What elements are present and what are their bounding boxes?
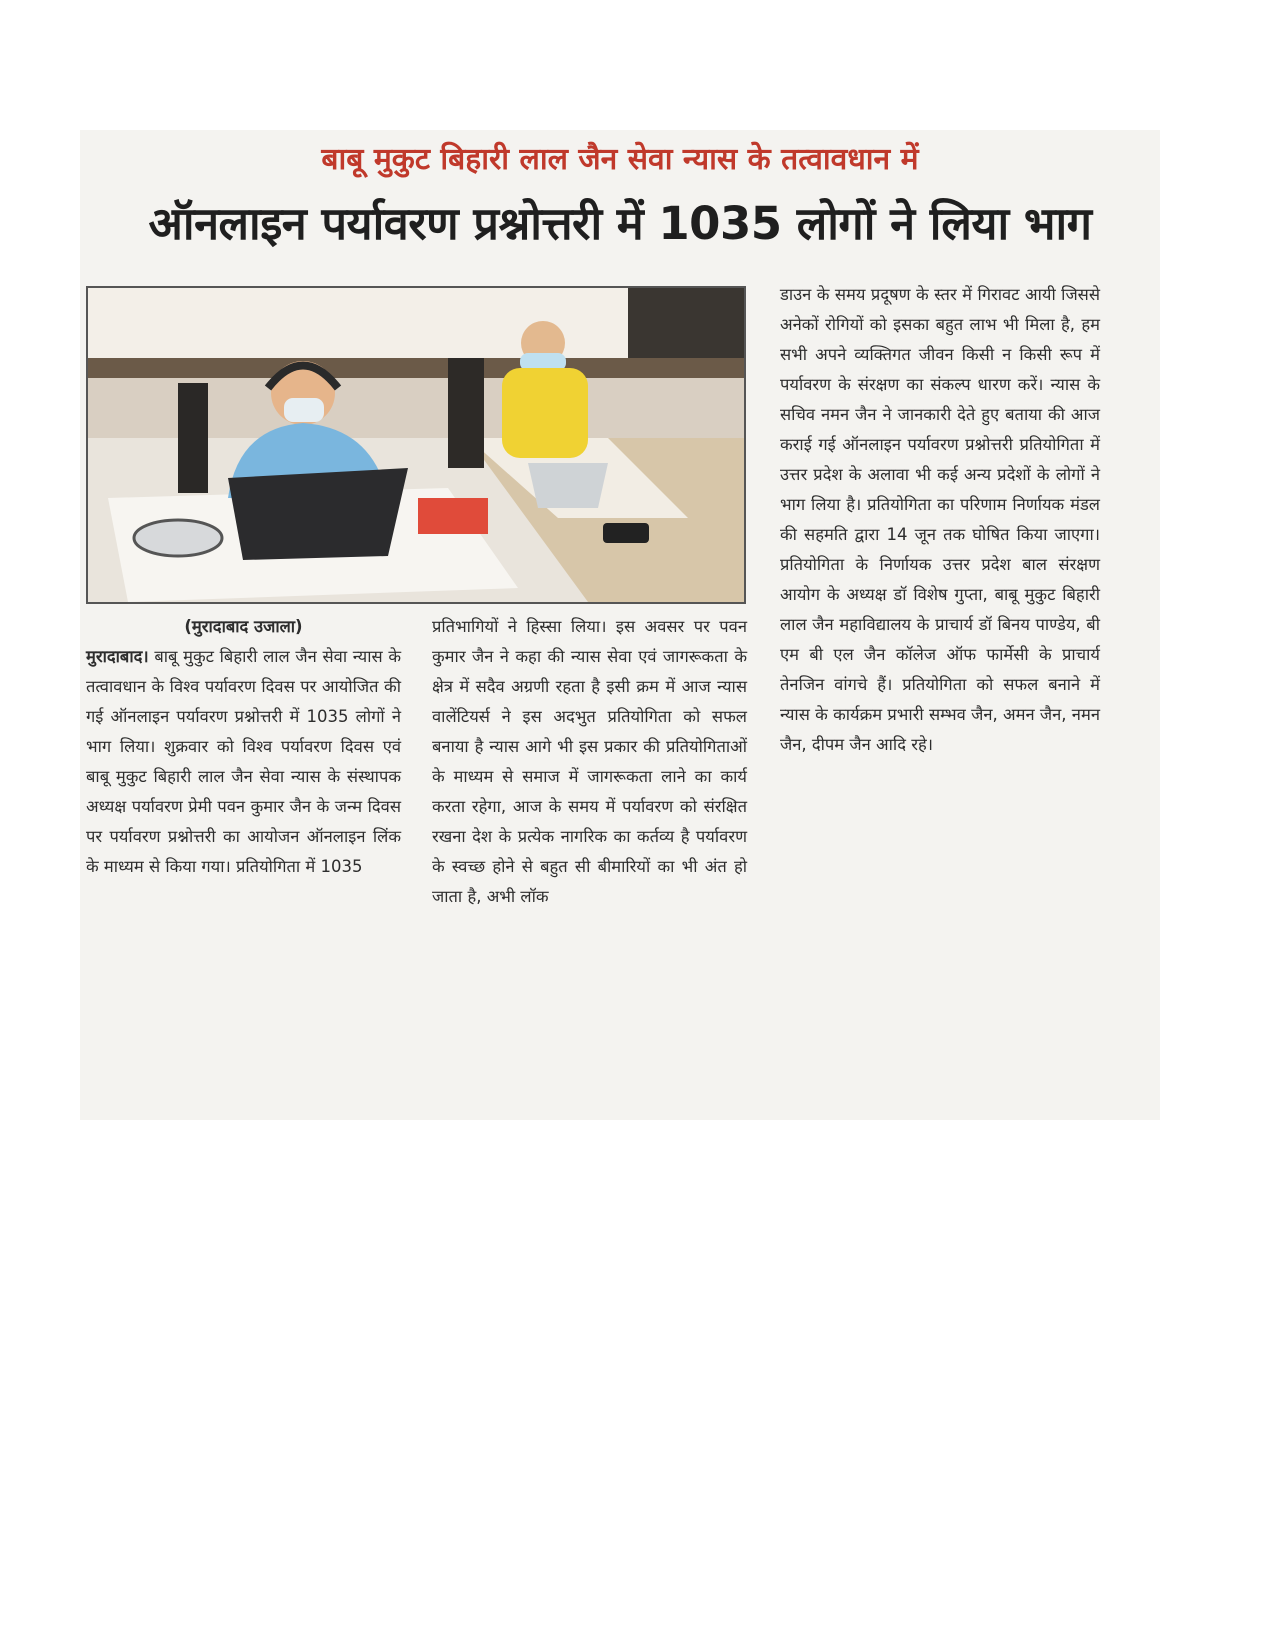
article-kicker: बाबू मुकुट बिहारी लाल जैन सेवा न्यास के तत्वावधान में (321, 142, 919, 177)
photo-two-students-laptops-icon (88, 288, 744, 602)
article-lead: मुरादाबाद। (86, 647, 149, 666)
newspaper-clipping (80, 130, 1160, 1120)
article-headline: ऑनलाइन पर्यावरण प्रश्नोत्तरी में 1035 लोगों ने लिया भाग (148, 197, 1092, 250)
article-dateline: (मुरादाबाद उजाला) (184, 617, 303, 636)
article-column-2 (432, 612, 747, 912)
article-photo (86, 286, 746, 604)
article-column-1 (86, 612, 401, 882)
article-column-3-text: डाउन के समय प्रदूषण के स्तर में गिरावट आयी जिससे अनेकों रोगियों को इसका बहुत लाभ भी मिला है, हम सभी अपने व्यक्तिगत जीवन किसी न किसी रूप में पर्यावरण के संरक्षण का संकल्प धारण करें। न्यास के सचिव नमन जैन ने जानकारी देते हुए बताया की आज कराई गई ऑनलाइन पर्यावरण प्रश्नोत्तरी प्रतियोगिता में उत्तर प्रदेश के अलावा भी कई अन्य प्रदेशों के लोगों ने भाग लिया है। प्रतियोगिता का परिणाम निर्णायक मंडल की सहमति द्वारा 14 जून तक घोषित किया जाएगा। प्रतियोगिता के निर्णायक उत्तर प्रदेश बाल संरक्षण आयोग के अध्यक्ष डॉ विशेष गुप्ता, बाबू मुकुट बिहारी लाल जैन महाविद्यालय के प्राचार्य डॉ बिनय पाण्डेय, बी एम बी एल जैन कॉलेज ऑफ फार्मेसी के प्राचार्य तेनजिन वांगचे हैं। प्रतियोगिता को सफल बनाने में न्यास के कार्यक्रम प्रभारी सम्भव जैन, अमन जैन, नमन जैन, दीपम जैन आदि रहे। (780, 285, 1100, 754)
article-column-1-text: बाबू मुकुट बिहारी लाल जैन सेवा न्यास के तत्वावधान के विश्व पर्यावरण दिवस पर आयोजित की गई ऑनलाइन पर्यावरण प्रश्नोत्तरी में 1035 लोगों ने भाग लिया। शुक्रवार को विश्व पर्यावरण दिवस एवं बाबू मुकुट बिहारी लाल जैन सेवा न्यास के संस्थापक अध्यक्ष पर्यावरण प्रेमी पवन कुमार जैन के जन्म दिवस पर पर्यावरण प्रश्नोत्तरी का आयोजन ऑनलाइन लिंक के माध्यम से किया गया। प्रतियोगिता में 1035 (86, 647, 402, 876)
article-column-2-text: प्रतिभागियों ने हिस्सा लिया। इस अवसर पर पवन कुमार जैन ने कहा की न्यास सेवा एवं जागरूकता के क्षेत्र में सदैव अग्रणी रहता है इसी क्रम में आज न्यास वालेंटियर्स ने इस अदभुत प्रतियोगिता को सफल बनाया है न्यास आगे भी इस प्रकार की प्रतियोगिताओं के माध्यम से समाज में जागरूकता लाने का कार्य करता रहेगा, आज के समय में पर्यावरण को संरक्षित रखना देश के प्रत्येक नागरिक का कर्तव्य है पर्यावरण के स्वच्छ होने से बहुत सी बीमारियों का भी अंत हो जाता है, अभी लॉक (432, 617, 747, 906)
article-column-3 (780, 280, 1100, 760)
